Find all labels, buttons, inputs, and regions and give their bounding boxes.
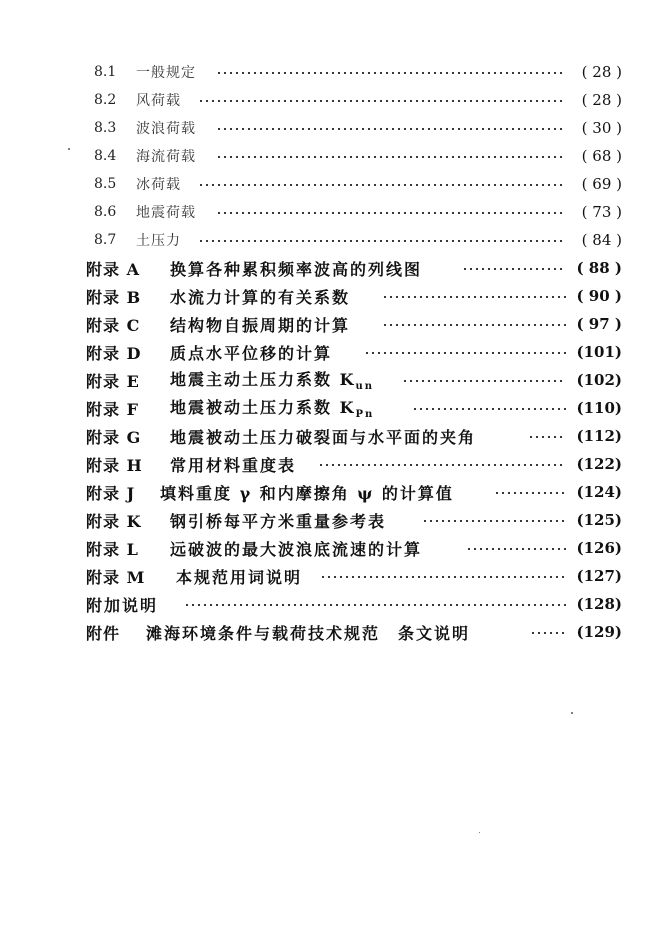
toc-entry-8-3[interactable] bbox=[0, 115, 662, 141]
section-title: 地震荷载 bbox=[136, 205, 196, 221]
scan-speck bbox=[571, 712, 573, 714]
appendix-number: 附录 F bbox=[86, 399, 139, 419]
toc-entry-appendix-a[interactable] bbox=[0, 255, 662, 281]
section-number: 8.6 bbox=[94, 204, 117, 220]
toc-entry-appendix-e[interactable] bbox=[0, 367, 662, 393]
appendix-title: 本规范用词说明 bbox=[176, 567, 303, 587]
page-number: ( 97 ) bbox=[576, 315, 622, 333]
page-number: ( 28 ) bbox=[581, 63, 622, 81]
toc-entry-8-2[interactable] bbox=[0, 87, 662, 113]
scan-speck bbox=[479, 832, 480, 833]
appendix-number: 附录 G bbox=[86, 427, 142, 447]
page-number: ( 69 ) bbox=[581, 175, 622, 193]
appendix-title bbox=[170, 367, 374, 392]
appendix-title: 钢引桥每平方米重量参考表 bbox=[170, 511, 387, 531]
appendix-title-text: 地震被动土压力系数 K bbox=[170, 398, 356, 418]
dot-leader bbox=[318, 464, 566, 466]
appendix-title: 质点水平位移的计算 bbox=[170, 343, 333, 363]
toc-entry-appendix-h[interactable] bbox=[0, 451, 662, 477]
appendix-number: 附录 C bbox=[86, 315, 141, 335]
toc-entry-8-4[interactable] bbox=[0, 143, 662, 169]
page-number: (126) bbox=[576, 539, 622, 557]
toc-entry-attachment[interactable] bbox=[0, 619, 662, 645]
appendix-title: 常用材料重度表 bbox=[170, 455, 297, 475]
page-number: ( 68 ) bbox=[581, 147, 622, 165]
appendix-title: 结构物自振周期的计算 bbox=[170, 315, 351, 335]
dot-leader bbox=[530, 632, 566, 634]
dot-leader bbox=[466, 548, 566, 550]
section-title: 一般规定 bbox=[136, 65, 196, 81]
dot-leader bbox=[402, 380, 566, 382]
toc-entry-8-1[interactable] bbox=[0, 59, 662, 85]
symbol-subscript: un bbox=[355, 381, 375, 393]
appendix-number: 附录 D bbox=[86, 343, 142, 363]
dot-leader bbox=[364, 352, 566, 354]
page-number: (112) bbox=[576, 427, 622, 445]
appendix-number: 附录 J bbox=[86, 483, 136, 503]
toc-entry-appendix-c[interactable] bbox=[0, 311, 662, 337]
appendix-number: 附录 H bbox=[86, 455, 143, 475]
dot-leader bbox=[198, 240, 566, 242]
page-number: ( 90 ) bbox=[576, 287, 622, 305]
page-number: ( 88 ) bbox=[576, 259, 622, 277]
symbol-subscript: Pn bbox=[355, 409, 375, 421]
appendix-number: 附录 L bbox=[86, 539, 139, 559]
toc-entry-8-5[interactable] bbox=[0, 171, 662, 197]
page-number: (122) bbox=[576, 455, 622, 473]
appendix-title: 地震被动土压力破裂面与水平面的夹角 bbox=[170, 427, 477, 447]
section-title: 土压力 bbox=[136, 233, 181, 249]
section-number: 8.7 bbox=[94, 232, 117, 248]
page-number: (110) bbox=[576, 399, 622, 417]
section-number: 8.1 bbox=[94, 64, 117, 80]
dot-leader bbox=[198, 100, 566, 102]
page-number: (129) bbox=[576, 623, 622, 641]
entry-title: 滩海环境条件与载荷技术规范 条文说明 bbox=[146, 623, 471, 643]
toc-entry-appendix-b[interactable] bbox=[0, 283, 662, 309]
dot-leader bbox=[412, 408, 566, 410]
dot-leader bbox=[216, 128, 566, 130]
dot-leader bbox=[382, 296, 566, 298]
toc-entry-appendix-j[interactable] bbox=[0, 479, 662, 505]
page-number: ( 28 ) bbox=[581, 91, 622, 109]
appendix-number: 附录 M bbox=[86, 567, 146, 587]
section-number: 8.4 bbox=[94, 148, 117, 164]
toc-entry-appendix-k[interactable] bbox=[0, 507, 662, 533]
appendix-title: 水流力计算的有关系数 bbox=[170, 287, 351, 307]
scan-speck bbox=[68, 148, 70, 150]
toc-entry-8-6[interactable] bbox=[0, 199, 662, 225]
page-number: (102) bbox=[576, 371, 622, 389]
toc-entry-appendix-f[interactable] bbox=[0, 395, 662, 421]
appendix-number: 附录 A bbox=[86, 259, 140, 279]
dot-leader bbox=[216, 72, 566, 74]
dot-leader bbox=[184, 604, 566, 606]
appendix-title-text: 地震主动土压力系数 K bbox=[170, 370, 356, 390]
dot-leader bbox=[494, 492, 566, 494]
section-number: 8.5 bbox=[94, 176, 117, 192]
page-number: (125) bbox=[576, 511, 622, 529]
dot-leader bbox=[422, 520, 566, 522]
dot-leader bbox=[216, 156, 566, 158]
dot-leader bbox=[462, 268, 566, 270]
dot-leader bbox=[198, 184, 566, 186]
dot-leader bbox=[320, 576, 566, 578]
appendix-title bbox=[170, 395, 374, 420]
toc-entry-appendix-l[interactable] bbox=[0, 535, 662, 561]
toc-entry-appendix-g[interactable] bbox=[0, 423, 662, 449]
page-number: ( 73 ) bbox=[581, 203, 622, 221]
appendix-title: 填料重度 γ 和内摩擦角 ψ 的计算值 bbox=[160, 483, 454, 503]
dot-leader bbox=[528, 436, 566, 438]
appendix-title: 换算各种累积频率波高的列线图 bbox=[170, 259, 423, 279]
page-number: (128) bbox=[576, 595, 622, 613]
page-number: (124) bbox=[576, 483, 622, 501]
page-number: ( 84 ) bbox=[581, 231, 622, 249]
entry-title: 附加说明 bbox=[86, 595, 159, 615]
section-title: 冰荷载 bbox=[136, 177, 181, 193]
section-number: 8.3 bbox=[94, 120, 117, 136]
toc-entry-8-7[interactable] bbox=[0, 227, 662, 253]
page-number: (127) bbox=[576, 567, 622, 585]
page-number: (101) bbox=[576, 343, 622, 361]
section-number: 8.2 bbox=[94, 92, 117, 108]
dot-leader bbox=[216, 212, 566, 214]
entry-number: 附件 bbox=[86, 623, 121, 643]
toc-entry-appendix-d[interactable] bbox=[0, 339, 662, 365]
section-title: 波浪荷载 bbox=[136, 121, 196, 137]
page-number: ( 30 ) bbox=[581, 119, 622, 137]
section-title: 海流荷载 bbox=[136, 149, 196, 165]
toc-entry-appendix-m[interactable] bbox=[0, 563, 662, 589]
section-title: 风荷载 bbox=[136, 93, 181, 109]
dot-leader bbox=[382, 324, 566, 326]
appendix-number: 附录 B bbox=[86, 287, 142, 307]
appendix-title: 远破波的最大波浪底流速的计算 bbox=[170, 539, 423, 559]
appendix-number: 附录 E bbox=[86, 371, 140, 391]
toc-entry-additional-notes[interactable] bbox=[0, 591, 662, 617]
appendix-number: 附录 K bbox=[86, 511, 142, 531]
